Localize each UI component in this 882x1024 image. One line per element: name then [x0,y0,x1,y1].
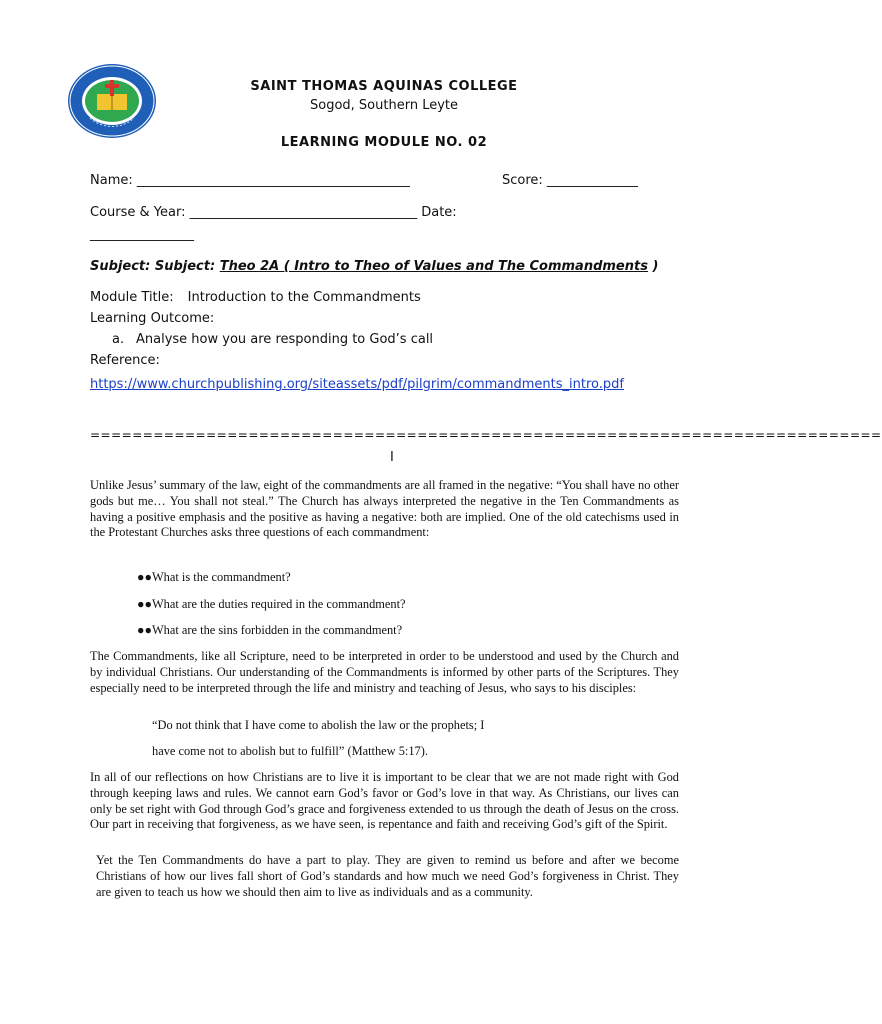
module-title-line [90,290,421,305]
scripture-quote-line-2: have come not to abolish but to fulfill” (Matthew 5:17). [152,744,428,758]
paragraph-2: The Commandments, like all Scripture, need to be interpreted in order to be understood and used by the Church and by individual Christians. Our understanding of the Commandments is informed by other parts of the Scriptures. They especially need to be interpreted through the life and ministry and teaching of Jesus, who says to his disciples: [90,649,679,695]
learning-outcome-item [112,332,433,347]
date-field-line[interactable]: ________________ [90,227,194,242]
learning-outcome-label: Learning Outcome: [90,311,215,326]
subject-prefix: Subject: Subject: [90,259,216,274]
subject-line [90,259,658,274]
module-number-heading: LEARNING MODULE NO. 02 [280,135,488,150]
outcome-text: Analyse how you are responding to God’s call [136,332,434,347]
paragraph-3: In all of our reflections on how Christians are to live it is important to be clear that we are not made right with God through keeping laws and rules. We cannot earn God’s favor or God’s love in that way. As Christians, our lives can only be set right with God through God’s grace and forgiveness extended to us through the death of Jesus on the cross. Our part in receiving that forgiveness, as we have seen, is repentance and faith and receiving God’s gift of the Spirit. [90,770,679,832]
reference-label: Reference: [90,353,160,368]
section-divider: =========================================================================== [90,428,882,442]
scripture-quote-line-1: “Do not think that I have come to abolish the law or the prophets; I [152,718,485,732]
college-name: SAINT THOMAS AQUINAS COLLEGE [250,79,518,94]
question-bullet-1: ●●What is the commandment? [137,570,291,584]
college-location: Sogod, Southern Leyte [310,98,458,113]
section-numeral: I [390,450,394,465]
name-field[interactable]: Name: __________________________________________ [90,173,410,188]
course-year-field[interactable]: Course & Year: ___________________________________ Date: [90,205,457,220]
paragraph-1: Unlike Jesus’ summary of the law, eight of the commandments are all framed in the negative: “You shall have no other gods but me… You shall not steal.” The Church has always interpreted the negative in the Ten Commandments as having a positive emphasis and the positive as having a negative: both are implied. One of the old catechisms used in the Protestant Churches asks three questions of each commandment: [90,478,679,540]
question-bullet-3: ●●What are the sins forbidden in the commandment? [137,623,403,637]
subject-suffix: ) [652,259,659,274]
reference-link[interactable]: https://www.churchpublishing.org/siteassets/pdf/pilgrim/commandments_intro.pdf [90,377,624,392]
module-title-label: Module Title: [90,290,174,305]
outcome-marker: a. [112,332,125,347]
question-bullet-2: ●●What are the duties required in the commandment? [137,597,406,611]
module-title-value: Introduction to the Commandments [187,290,421,305]
paragraph-4: Yet the Ten Commandments do have a part to play. They are given to remind us before and after we become Christians of how our lives fall short of God’s standards and how much we need God’s forgiveness in Christ. They are given to teach us how we should then aim to live as individuals and as a community. [96,853,679,899]
score-field[interactable]: Score: ______________ [502,173,638,188]
subject-title: Theo 2A ( Intro to Theo of Values and The Commandments [219,259,648,274]
